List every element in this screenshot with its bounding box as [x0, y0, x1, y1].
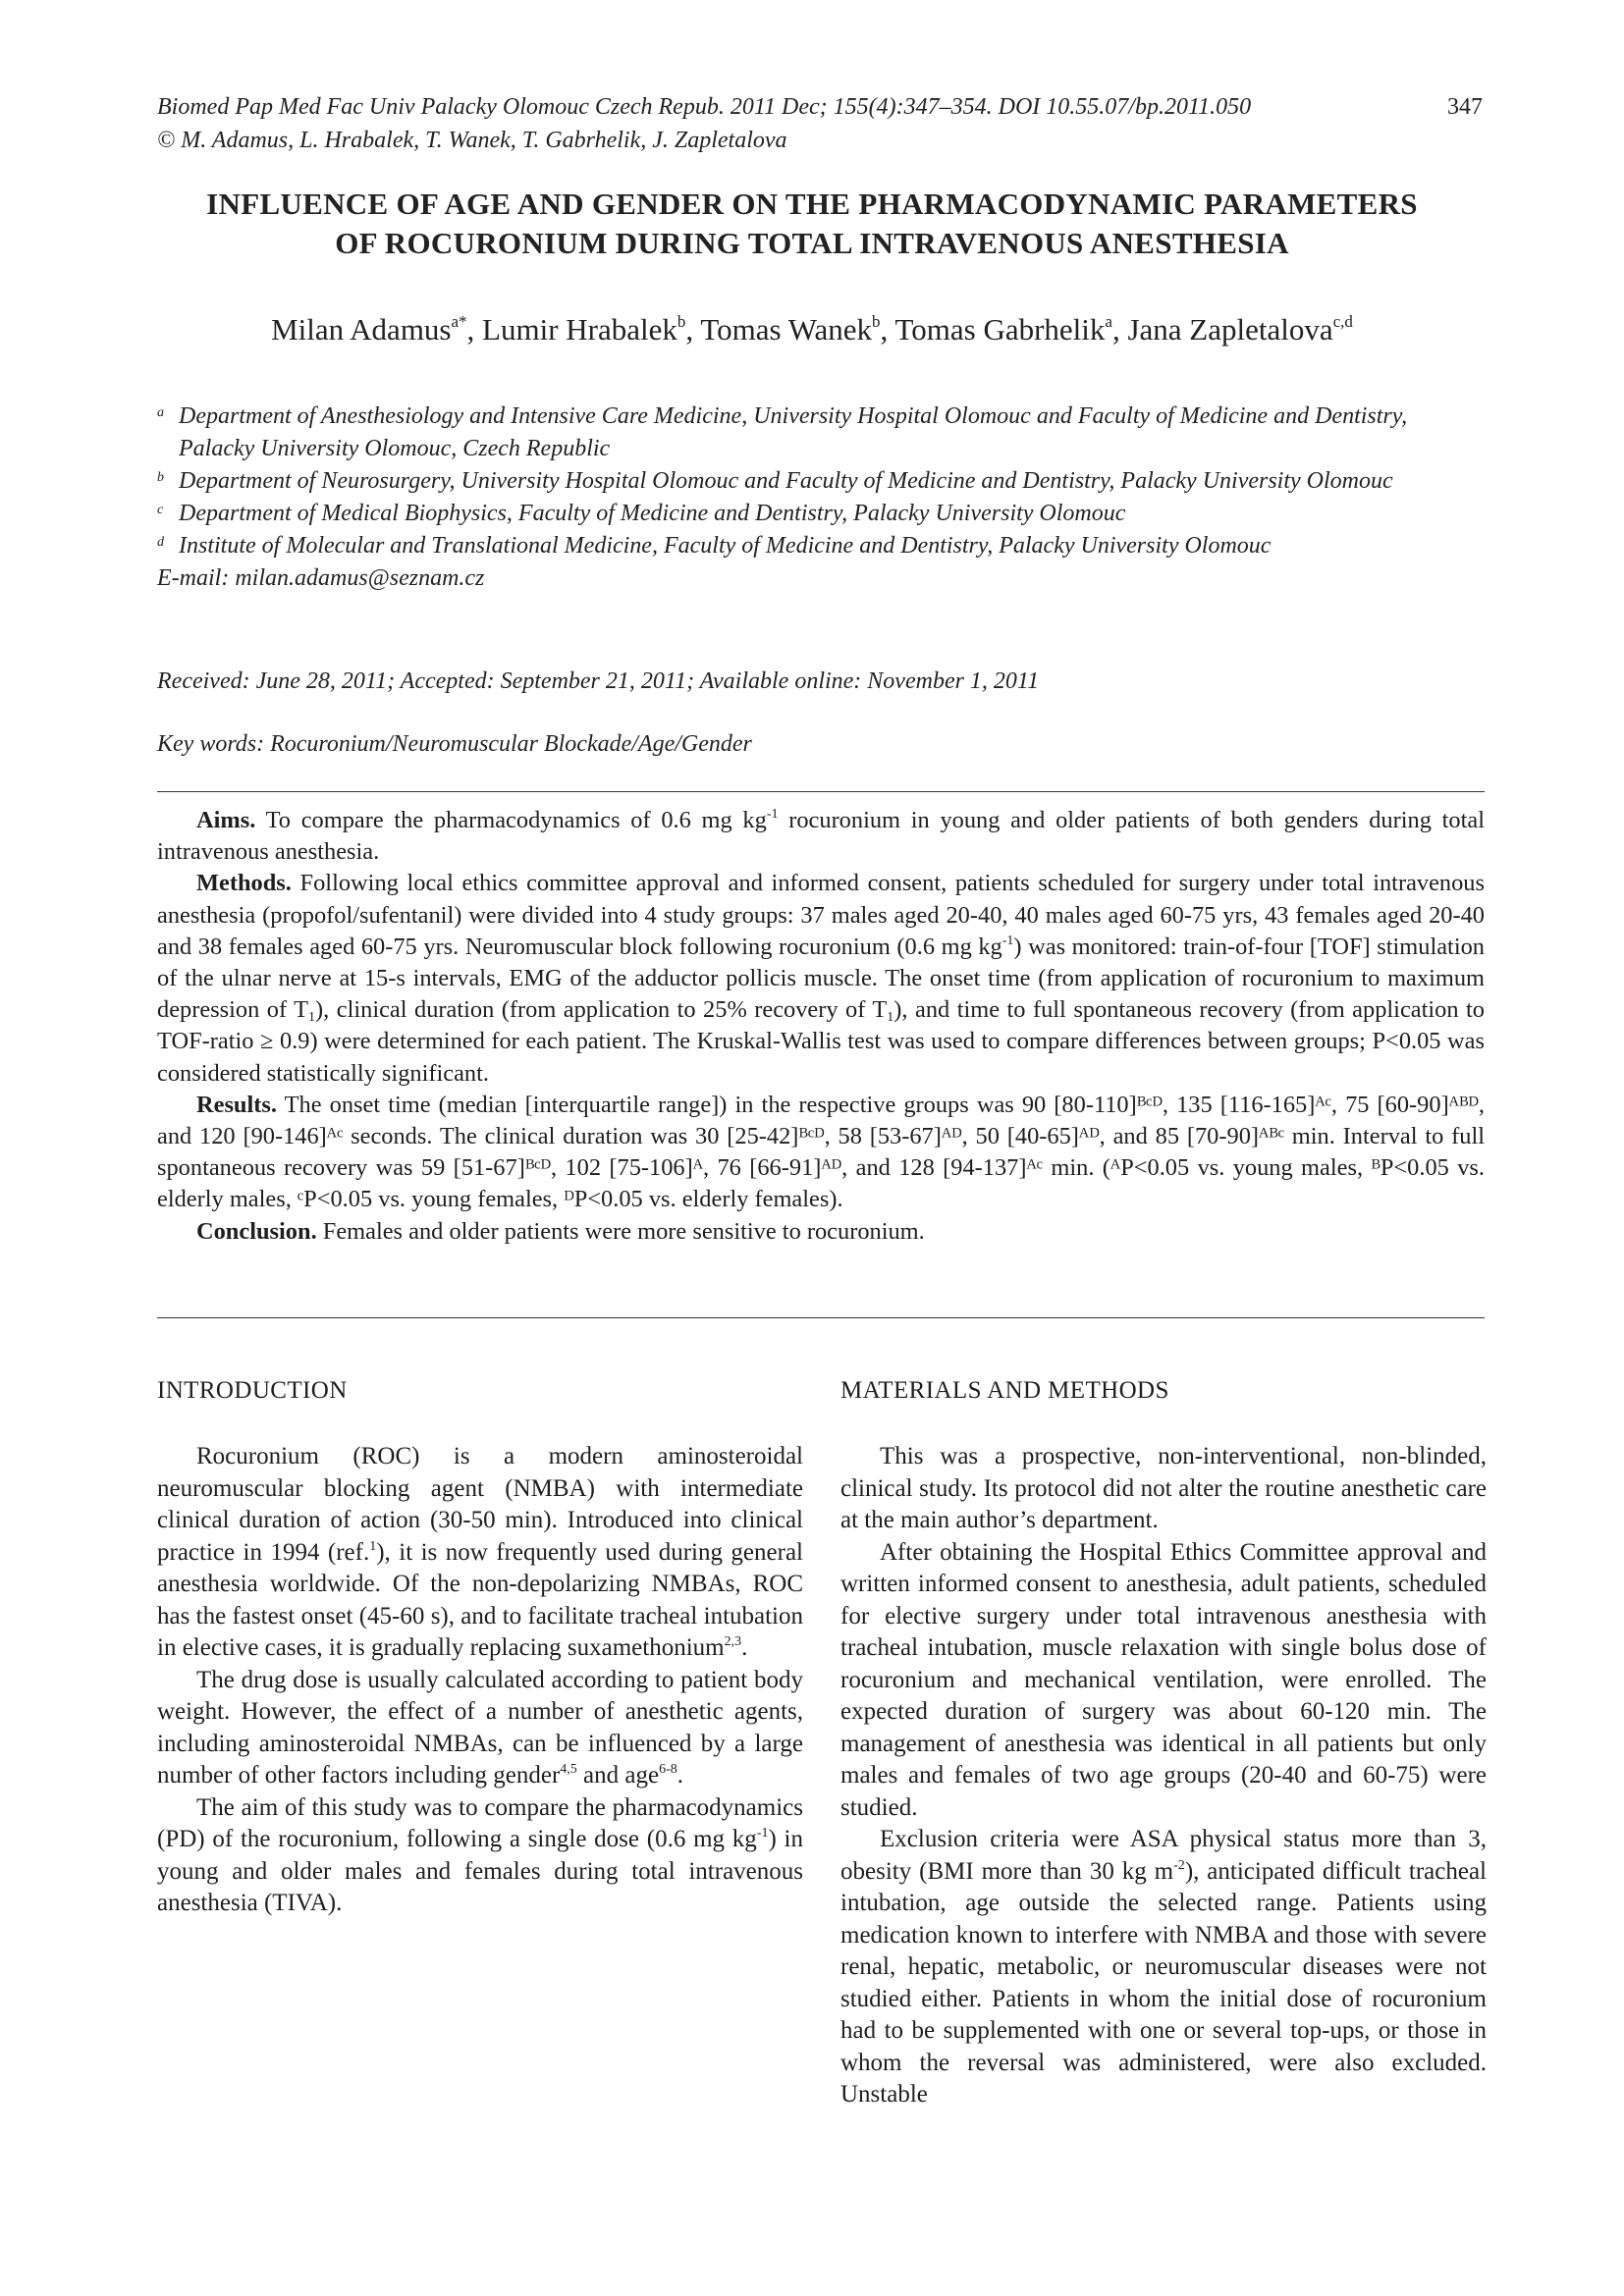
- author-affiliation-mark: c,d: [1332, 312, 1353, 331]
- journal-citation: Biomed Pap Med Fac Univ Palacky Olomouc Czech Repub. 2011 Dec; 155(4):347–354. DOI 10.55.07/bp.2011.050: [157, 94, 1252, 120]
- citation-ref[interactable]: 2,3: [724, 1634, 742, 1649]
- aims-text: To compare the pharmacodynamics of 0.6 mg kg: [255, 807, 767, 833]
- affiliation-item: [157, 400, 1483, 465]
- affiliation-text: Department of Anesthesiology and Intensive Care Medicine, University Hospital Olomouc and Faculty of Medicine and Dentistry, Palacky University Olomouc, Czech Republic: [179, 403, 1408, 461]
- methods-text: ), clinical duration (from application to 25% recovery of T: [315, 996, 888, 1024]
- results-label: Results.: [196, 1091, 277, 1118]
- conclusion-text: Females and older patients were more sensitive to rocuronium.: [316, 1217, 925, 1245]
- methods-heading: MATERIALS AND METHODS: [840, 1377, 1169, 1404]
- paragraph-text: The aim of this study was to compare the pharmacodynamics (PD) of the rocuronium, following a single dose (0.6 mg kg: [157, 1793, 803, 1852]
- author-name: Milan Adamus: [271, 312, 452, 347]
- abstract-conclusion: [157, 1216, 1485, 1248]
- affiliation-text: Department of Neurosurgery, University Hospital Olomouc and Faculty of Medicine and Dentistry, Palacky University Olomouc: [179, 468, 1393, 494]
- author-affiliation-mark: b: [677, 312, 686, 331]
- unit-exponent: -1: [756, 1826, 769, 1841]
- paragraph-text: Rocuronium (ROC) is a modern aminosteroidal neuromuscular blocking agent (NMBA) with intermediate clinical duration of action (30-50 min). Introduced into clinical practice in 1994 (ref.: [157, 1443, 803, 1566]
- aims-label: Aims.: [196, 807, 256, 833]
- introduction-column: [157, 1374, 803, 1920]
- abstract-methods: [157, 868, 1485, 1089]
- paragraph: [840, 1824, 1487, 2111]
- affiliation-mark: c: [157, 503, 164, 517]
- author-affiliation-mark: a: [1105, 312, 1112, 331]
- conclusion-label: Conclusion.: [196, 1217, 317, 1245]
- methods-text: ), and time to full spontaneous recovery (from application to TOF-ratio ≥ 0.9) were determined for each patient. The Kruskal-Wallis test was used to compare differences between groups; P<0.05 was considered statistically significant.: [157, 996, 1485, 1087]
- corresponding-email[interactable]: E-mail: milan.adamus@seznam.cz: [157, 565, 485, 591]
- abstract-aims: [157, 805, 1485, 868]
- unit-exponent: -2: [1173, 1857, 1185, 1873]
- affiliation-mark: a: [157, 405, 164, 420]
- author-name: Jana Zapletalova: [1127, 312, 1333, 347]
- citation-ref[interactable]: 1: [369, 1538, 377, 1554]
- paragraph-text: Exclusion criteria were ASA physical status more than 3, obesity (BMI more than 30 kg m: [840, 1826, 1487, 1885]
- paragraph-text: .: [741, 1634, 748, 1661]
- paragraph-text: ), it is now frequently used during general anesthesia worldwide. Of the non-depolarizing NMBAs, ROC has the fastest onset (45-60 s), and to facilitate tracheal intubation in elective cases, it is gradually replacing suxamethonium: [157, 1538, 803, 1661]
- citation-ref[interactable]: 6-8: [659, 1762, 677, 1777]
- abstract-top-rule: [157, 791, 1485, 792]
- author-affiliation-mark: a*: [451, 312, 467, 331]
- abstract-bottom-rule: [157, 1317, 1485, 1318]
- article-dates: Received: June 28, 2011; Accepted: September 21, 2011; Available online: November 1, 2011: [157, 668, 1040, 694]
- results-text: The onset time (median [interquartile range]) in the respective groups was 90 [80-110]ᴮᶜᴰ, 135 [116-165]ᴬᶜ, 75 [60-90]ᴬᴮᴰ, and 120 [90-146]ᴬᶜ seconds. The clinical duration was 30 [25-42]ᴮᶜᴰ, 58 [53-67]ᴬᴰ, 50 [40-65]ᴬᴰ, and 85 [70-90]ᴬᴮᶜ min. Interval to full spontaneous recovery was 59 [51-67]ᴮᶜᴰ, 102 [75-106]ᴬ, 76 [66-91]ᴬᴰ, and 128 [94-137]ᴬᶜ min. (ᴬP<0.05 vs. young males, ᴮP<0.05 vs. elderly males, ᶜP<0.05 vs. young females, ᴰP<0.05 vs. elderly females).: [157, 1091, 1485, 1213]
- abstract: [157, 805, 1485, 1248]
- affiliation-text: Department of Medical Biophysics, Faculty of Medicine and Dentistry, Palacky University Olomouc: [179, 501, 1126, 526]
- paragraph: [157, 1441, 803, 1665]
- abstract-results: [157, 1090, 1485, 1216]
- methods-text: ) was monitored: train-of-four [TOF] stimulation of the ulnar nerve at 15-s intervals, EMG of the adductor pollicis muscle. The onset time (from application of rocuronium to maximum depression of T: [157, 933, 1485, 1024]
- subscript: 1: [308, 1010, 316, 1026]
- author-name: Tomas Gabrhelik: [894, 312, 1106, 347]
- paragraph: [157, 1792, 803, 1920]
- paragraph-text: ) in young and older males and females during total intravenous anesthesia (TIVA).: [157, 1826, 803, 1916]
- methods-label: Methods.: [196, 870, 292, 897]
- author-list: Milan Adamus$^{a*}$, Lumir Hrabalek$^b$, Tomas Wanek$^b$, Tomas Gabrhelik$^a$, Jana Zapletalova$^{c,d}$: [271, 312, 1353, 347]
- affiliation-item: [157, 530, 1483, 562]
- affiliation-item: [157, 498, 1483, 530]
- aims-text: rocuronium in young and older patients of both genders during total intravenous anesthesia.: [157, 807, 1485, 866]
- methods-text: Following local ethics committee approval and informed consent, patients scheduled for surgery under total intravenous anesthesia (propofol/sufentanil) were divided into 4 study groups: 37 males aged 20-40, 40 males aged 60-75 yrs, 43 females aged 20-40 and 38 females aged 60-75 yrs. Neuromuscular block following rocuronium (0.6 mg kg: [157, 870, 1485, 960]
- affiliation-mark: b: [157, 470, 164, 485]
- unit-exponent: -1: [1001, 933, 1014, 948]
- affiliations: [157, 400, 1483, 595]
- paragraph-text: and age: [576, 1762, 660, 1789]
- article-title: [118, 185, 1506, 263]
- keywords: Key words: Rocuronium/Neuromuscular Blockade/Age/Gender: [157, 731, 752, 757]
- author-name: Lumir Hrabalek: [482, 312, 677, 347]
- citation-ref[interactable]: 4,5: [560, 1762, 577, 1777]
- affiliation-item: [157, 465, 1483, 498]
- affiliation-text: Institute of Molecular and Translational Medicine, Faculty of Medicine and Dentistry, Palacky University Olomouc: [179, 533, 1272, 559]
- methods-column: [840, 1374, 1487, 2111]
- paragraph: [157, 1665, 803, 1792]
- subscript: 1: [887, 1010, 894, 1026]
- title-line-1: INFLUENCE OF AGE AND GENDER ON THE PHARMACODYNAMIC PARAMETERS: [206, 187, 1418, 221]
- running-header: [157, 90, 1483, 157]
- page-number: 347: [1447, 94, 1483, 120]
- paragraph-text: ), anticipated difficult tracheal intubation, age outside the selected range. Patients using medication known to interfere with NMBA and those with severe renal, hepatic, metabolic, or neuromuscular diseases were not studied either. Patients in whom the initial dose of rocuronium had to be supplemented with one or several top-ups, or those in whom the reversal was administered, were also excluded. Unstable: [840, 1857, 1487, 2108]
- author-name: Tomas Wanek: [700, 312, 873, 347]
- paragraph-text: .: [677, 1762, 683, 1789]
- paragraph-text: The drug dose is usually calculated according to patient body weight. However, the effect of a number of anesthetic agents, including aminosteroidal NMBAs, can be influenced by a large number of other factors including gender: [157, 1666, 803, 1789]
- author-affiliation-mark: b: [872, 312, 881, 331]
- paragraph: After obtaining the Hospital Ethics Committee approval and written informed consent to anesthesia, adult patients, scheduled for elective surgery under total intravenous anesthesia with tracheal intubation, muscle relaxation with single bolus dose of rocuronium and mechanical ventilation, were enrolled. The expected duration of surgery was about 60-120 min. The management of anesthesia was identical in all patients but only males and females of two age groups (20-40 and 60-75) were studied.: [840, 1538, 1487, 1821]
- affiliation-mark: d: [157, 535, 164, 550]
- paragraph: This was a prospective, non-interventional, non-blinded, clinical study. Its protocol did not alter the routine anesthetic care at the main author’s department.: [840, 1443, 1487, 1533]
- unit-exponent: -1: [766, 807, 779, 822]
- title-line-2: OF ROCURONIUM DURING TOTAL INTRAVENOUS ANESTHESIA: [335, 226, 1289, 260]
- introduction-heading: INTRODUCTION: [157, 1377, 348, 1404]
- copyright-line: © M. Adamus, L. Hrabalek, T. Wanek, T. Gabrhelik, J. Zapletalova: [157, 128, 787, 153]
